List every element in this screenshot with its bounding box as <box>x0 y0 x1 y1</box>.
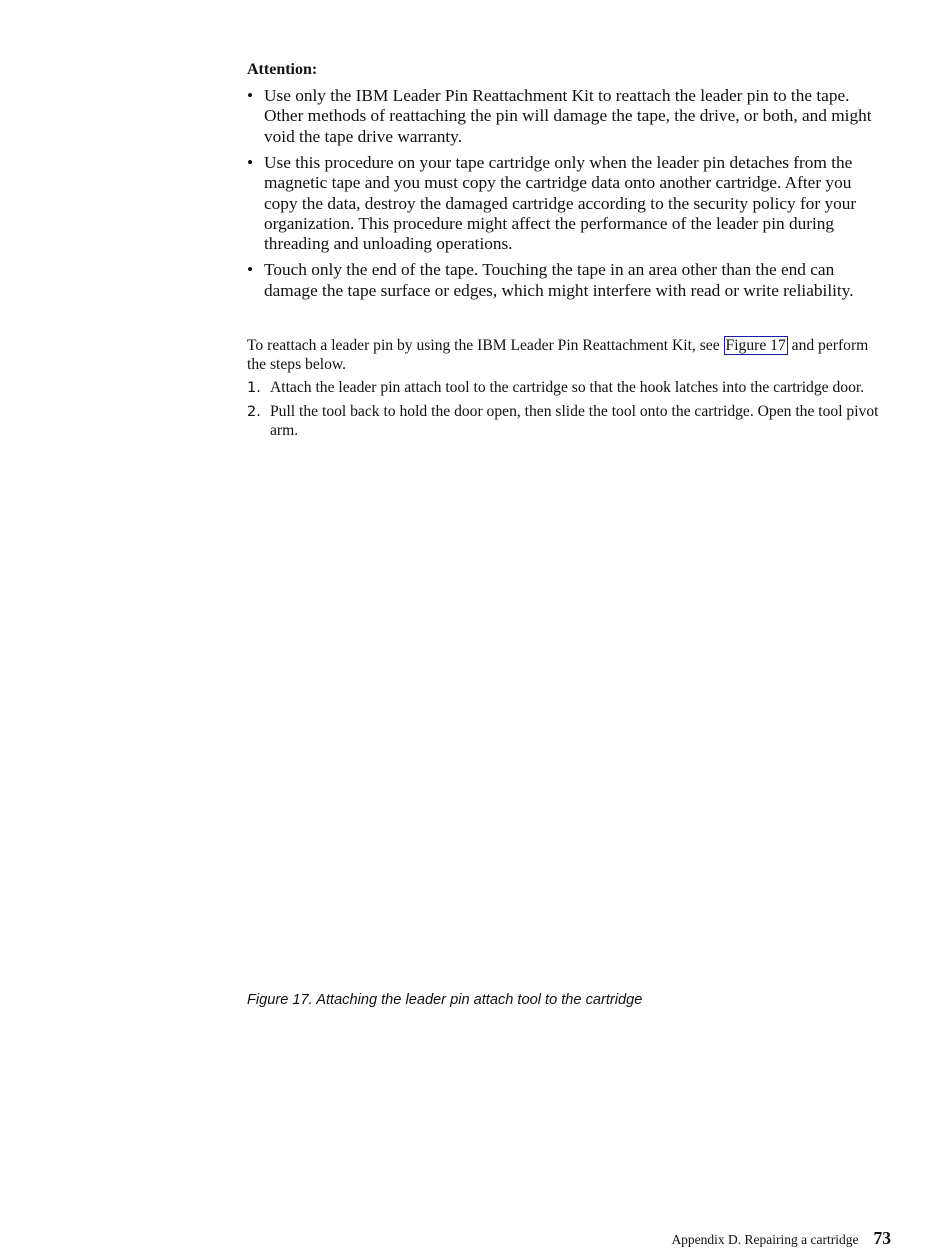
attention-item <box>247 260 887 301</box>
page-footer <box>671 1228 891 1249</box>
intro-text-before-link: To reattach a leader pin by using the IBM Leader Pin Reattachment Kit, see <box>247 337 724 354</box>
attention-item <box>247 86 887 147</box>
step-number: 2. <box>247 404 261 420</box>
step-number: 1. <box>247 380 261 396</box>
attention-item-text: Use only the IBM Leader Pin Reattachment Kit to reattach the leader pin to the tape. Other methods of reattaching the pin will damage the tape, the drive, or both, and might void the tape drive warranty. <box>264 86 872 146</box>
step-text: Pull the tool back to hold the door open, then slide the tool onto the cartridge. Open the tool pivot arm. <box>270 403 879 439</box>
figure-caption: Figure 17. Attaching the leader pin attach tool to the cartridge <box>247 992 643 1008</box>
step-item <box>247 403 892 440</box>
step-text: Attach the leader pin attach tool to the cartridge so that the hook latches into the cartridge door. <box>270 379 865 396</box>
figure-17-image-area <box>247 470 887 980</box>
attention-list <box>247 86 887 307</box>
bullet-icon: • <box>247 86 254 105</box>
steps-list <box>247 379 892 446</box>
intro-text-after-link: and perform the steps below. <box>247 337 869 373</box>
attention-item-text: Use this procedure on your tape cartridge only when the leader pin detaches from the magnetic tape and you must copy the cartridge data onto another cartridge. After you copy the data, destroy the damaged cartridge according to the security policy for your organization. This procedure might affect the performance of the leader pin during threading and unloading operations. <box>264 152 857 254</box>
bullet-icon: • <box>247 152 254 172</box>
attention-item <box>247 153 887 255</box>
attention-heading: Attention: <box>247 61 318 78</box>
attention-item-text: Touch only the end of the tape. Touching the tape in an area other than the end can damage the tape surface or edges, which might interfere with read or write reliability. <box>264 260 854 300</box>
page-number: 73 <box>873 1228 891 1248</box>
intro-paragraph <box>247 337 887 374</box>
footer-section-title: Appendix D. Repairing a cartridge <box>671 1232 859 1247</box>
figure-17-link[interactable]: Figure 17 <box>725 337 786 354</box>
step-item <box>247 379 892 398</box>
bullet-icon: • <box>247 260 254 280</box>
